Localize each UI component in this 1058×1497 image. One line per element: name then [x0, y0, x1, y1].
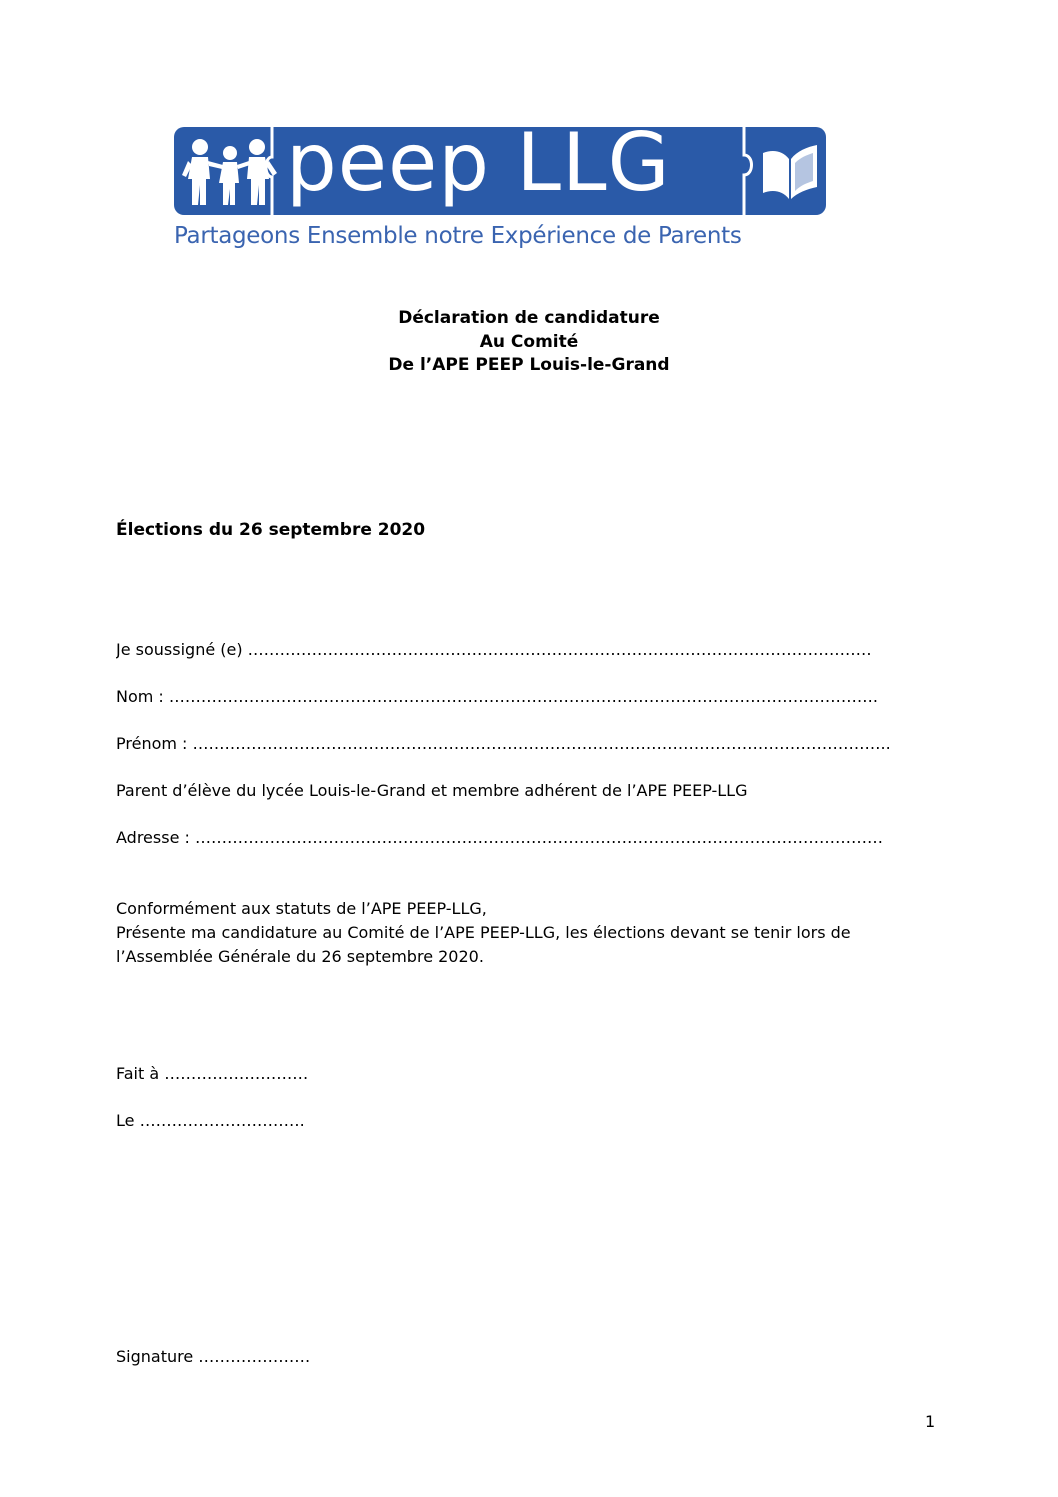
declaration-paragraph [116, 897, 936, 969]
document-title [300, 307, 758, 378]
field-nom: Nom : ……………………………………………………………………………………………………………………. [116, 687, 878, 706]
logo-wordmark: peep LLG [286, 116, 671, 209]
puzzle-edge-right [732, 127, 756, 215]
declaration-line-3: l’Assemblée Générale du 26 septembre 2020. [116, 947, 484, 966]
field-fait-a: Fait à ……………………… [116, 1064, 309, 1083]
title-line-2: Au Comité [479, 331, 579, 352]
field-adresse: Adresse : ………………………………………………………………………………………………………………… [116, 828, 883, 847]
title-line-3: De l’APE PEEP Louis-le-Grand [388, 355, 670, 375]
field-signature: Signature ………………… [116, 1347, 311, 1366]
field-prenom: Prénom : ………………………………………………………………………………………………………………….. [116, 734, 891, 753]
logo-banner [174, 116, 826, 215]
declaration-line-1: Conformément aux statuts de l’APE PEEP-LLG, [116, 899, 487, 918]
puzzle-edge-left [262, 127, 282, 215]
field-le: Le …………………………. [116, 1111, 305, 1130]
field-soussigne: Je soussigné (e) ……………………………………………………………………………………………………… [116, 640, 872, 659]
title-line-1: Déclaration de candidature [398, 308, 660, 328]
peep-llg-logo [174, 116, 828, 252]
logo-tagline: Partageons Ensemble notre Expérience de Parents [174, 223, 742, 249]
book-icon [759, 141, 821, 201]
elections-heading: Élections du 26 septembre 2020 [116, 520, 426, 540]
declaration-line-2: Présente ma candidature au Comité de l’APE PEEP-LLG, les élections devant se tenir lors de [116, 923, 851, 942]
field-parent: Parent d’élève du lycée Louis-le-Grand et membre adhérent de l’APE PEEP-LLG [116, 781, 748, 800]
page-number: 1 [925, 1412, 936, 1431]
